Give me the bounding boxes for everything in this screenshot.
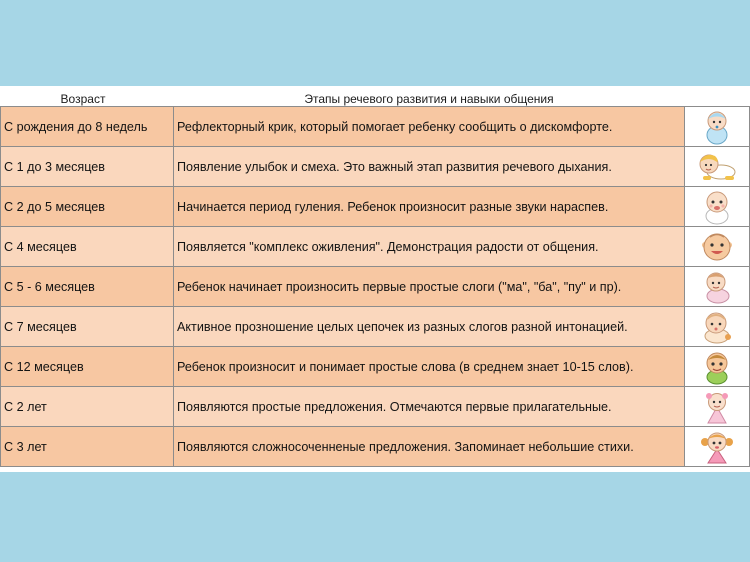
table-row — [1, 147, 750, 187]
stages-sheet — [0, 86, 750, 472]
description-cell: Начинается период гуления. Ребенок произносит разные звуки нараспев. — [174, 187, 685, 227]
image-cell — [685, 307, 750, 347]
age-cell: С 3 лет — [1, 427, 174, 467]
age-cell: С 7 месяцев — [1, 307, 174, 347]
age-cell: С 1 до 3 месяцев — [1, 147, 174, 187]
table-row — [1, 107, 750, 147]
description-cell: Рефлекторный крик, который помогает ребенку сообщить о дискомфорте. — [174, 107, 685, 147]
age-cell: С 2 лет — [1, 387, 174, 427]
age-cell: С 5 - 6 месяцев — [1, 267, 174, 307]
baby-girl-sitting-icon — [699, 269, 735, 305]
image-cell — [685, 267, 750, 307]
description-cell: Ребенок произносит и понимает простые слова (в среднем знает 10-15 слов). — [174, 347, 685, 387]
header-stages: Этапы речевого развития и навыки общения — [174, 86, 685, 107]
description-cell: Появляется "комплекс оживления". Демонстрация радости от общения. — [174, 227, 685, 267]
image-cell — [685, 427, 750, 467]
image-cell — [685, 187, 750, 227]
table-row — [1, 267, 750, 307]
description-cell: Появляются сложносоченненые предложения. Запоминает небольшие стихи. — [174, 427, 685, 467]
speech-stages-table — [0, 86, 750, 467]
table-row — [1, 187, 750, 227]
toddler-in-green-icon — [700, 349, 734, 385]
girl-with-pigtails-icon — [699, 429, 735, 465]
age-cell: С 2 до 5 месяцев — [1, 187, 174, 227]
header-age: Возраст — [1, 86, 174, 107]
age-cell: С 4 месяцев — [1, 227, 174, 267]
baby-face-icon — [698, 231, 736, 263]
crawling-baby-icon — [695, 150, 739, 184]
image-cell — [685, 107, 750, 147]
age-cell: С 12 месяцев — [1, 347, 174, 387]
table-row — [1, 307, 750, 347]
table-row — [1, 427, 750, 467]
table-row — [1, 347, 750, 387]
image-cell — [685, 147, 750, 187]
image-cell — [685, 387, 750, 427]
table-header-row — [1, 86, 750, 107]
image-cell — [685, 347, 750, 387]
description-cell: Появление улыбок и смеха. Это важный этап развития речевого дыхания. — [174, 147, 685, 187]
age-cell: С рождения до 8 недель — [1, 107, 174, 147]
baby-in-blue-onesie-icon — [700, 109, 734, 145]
description-cell: Активное прозношение целых цепочек из разных слогов разной интонацией. — [174, 307, 685, 347]
description-cell: Появляются простые предложения. Отмечаются первые прилагательные. — [174, 387, 685, 427]
toddler-girl-in-pink-icon — [700, 389, 734, 425]
sitting-baby-icon — [700, 189, 734, 225]
baby-playing-icon — [699, 309, 735, 345]
table-row — [1, 227, 750, 267]
description-cell: Ребенок начинает произносить первые простые слоги ("ма", "ба", "пу" и пр). — [174, 267, 685, 307]
table-row — [1, 387, 750, 427]
header-image — [685, 86, 750, 107]
image-cell — [685, 227, 750, 267]
